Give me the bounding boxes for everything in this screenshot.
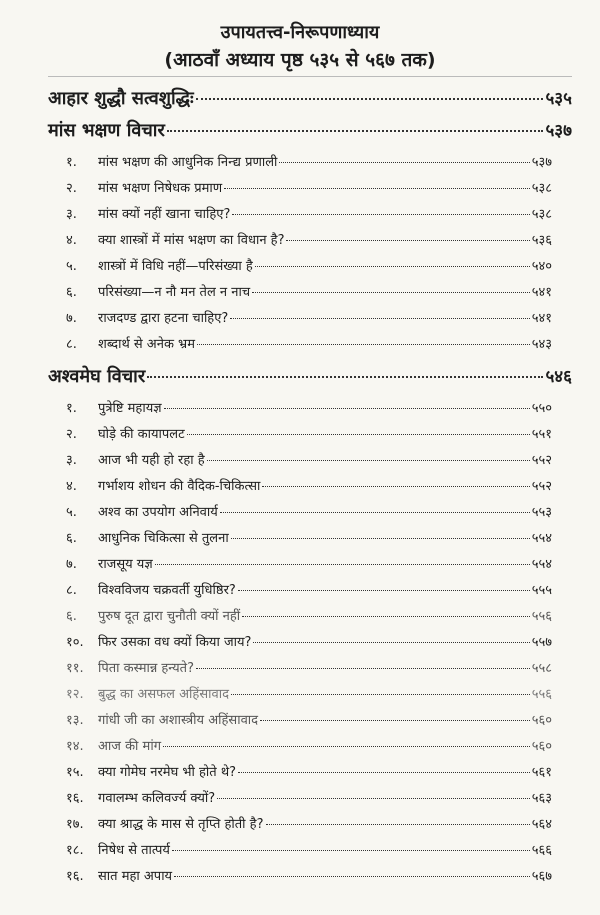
dot-leader bbox=[220, 512, 530, 513]
item-page: ५३७ bbox=[531, 155, 552, 170]
item-number: १७. bbox=[66, 817, 84, 832]
item-label: बुद्ध का असफल अहिंसावाद bbox=[98, 687, 229, 702]
item-label: मांस क्यों नहीं खाना चाहिए? bbox=[98, 207, 231, 222]
dot-leader bbox=[253, 642, 529, 643]
item-label: पिता कस्मान्न हन्यते? bbox=[98, 661, 194, 676]
toc-item[interactable] bbox=[66, 476, 552, 494]
item-label: क्या शास्त्रों में मांस भक्षण का विधान है? bbox=[98, 233, 285, 248]
item-page: ५४३ bbox=[531, 337, 552, 352]
item-page: ५५२ bbox=[531, 479, 552, 494]
item-page: ५६४ bbox=[531, 817, 552, 832]
toc-item[interactable] bbox=[66, 282, 552, 300]
dot-leader bbox=[172, 850, 530, 851]
item-number: १३. bbox=[66, 713, 84, 728]
item-page: ५६६ bbox=[531, 843, 552, 858]
item-page: ५६० bbox=[531, 713, 552, 728]
item-number: ७. bbox=[66, 311, 77, 326]
item-page: ५६३ bbox=[531, 791, 552, 806]
item-label: आज की मांग bbox=[98, 739, 162, 754]
section-title: मांस भक्षण विचार bbox=[48, 120, 165, 141]
dot-leader bbox=[197, 344, 530, 345]
item-number: १. bbox=[66, 401, 77, 416]
item-page: ५५६ bbox=[531, 609, 552, 624]
item-label: पुत्रेष्टि महायज्ञ bbox=[98, 401, 162, 416]
item-number: ३. bbox=[66, 453, 77, 468]
item-number: १०. bbox=[66, 635, 84, 650]
dot-leader bbox=[155, 564, 530, 565]
item-page: ५३८ bbox=[531, 181, 552, 196]
toc-item[interactable] bbox=[66, 762, 552, 780]
item-number: १२. bbox=[66, 687, 84, 702]
item-page: ५६० bbox=[531, 739, 552, 754]
item-label: मांस भक्षण की आधुनिक निन्द्य प्रणाली bbox=[98, 155, 278, 170]
item-label: सात महा अपाय bbox=[98, 869, 173, 884]
item-page: ५५३ bbox=[531, 505, 552, 520]
toc-item[interactable] bbox=[66, 334, 552, 352]
item-label: क्या श्राद्ध के मास से तृप्ति होती है? bbox=[98, 817, 264, 832]
toc-item[interactable] bbox=[66, 580, 552, 598]
toc-item[interactable] bbox=[66, 814, 552, 832]
dot-leader bbox=[163, 746, 530, 747]
dot-leader bbox=[231, 538, 530, 539]
item-page: ५३६ bbox=[531, 233, 552, 248]
toc-item[interactable] bbox=[66, 632, 552, 650]
toc-section[interactable] bbox=[48, 86, 572, 110]
dot-leader bbox=[224, 188, 530, 189]
item-page: ५४० bbox=[531, 259, 552, 274]
dot-leader bbox=[232, 214, 529, 215]
toc-item[interactable] bbox=[66, 658, 552, 676]
item-page: ५५५ bbox=[531, 583, 552, 598]
dot-leader bbox=[279, 162, 529, 163]
dot-leader bbox=[217, 798, 530, 799]
item-label: राजसूय यज्ञ bbox=[98, 557, 153, 572]
dot-leader bbox=[230, 318, 529, 319]
item-number: ८. bbox=[66, 337, 77, 352]
chapter-title: उपायतत्त्व-निरूपणाध्याय bbox=[220, 22, 380, 43]
toc-item[interactable] bbox=[66, 424, 552, 442]
item-number: २. bbox=[66, 427, 77, 442]
item-page: ५५४ bbox=[531, 531, 552, 546]
item-page: ५४१ bbox=[531, 285, 552, 300]
dot-leader bbox=[196, 668, 530, 669]
dot-leader bbox=[231, 694, 530, 695]
toc-section[interactable] bbox=[48, 364, 572, 388]
dot-leader bbox=[266, 824, 530, 825]
item-page: ५५६ bbox=[531, 687, 552, 702]
item-label: राजदण्ड द्वारा हटना चाहिए? bbox=[98, 311, 229, 326]
toc-section[interactable] bbox=[48, 118, 572, 142]
item-number: ३. bbox=[66, 207, 77, 222]
item-number: ८. bbox=[66, 583, 77, 598]
item-page: ५५० bbox=[531, 401, 552, 416]
item-page: ५५२ bbox=[531, 453, 552, 468]
item-number: ६. bbox=[66, 531, 77, 546]
item-page: ५४१ bbox=[531, 311, 552, 326]
dot-leader bbox=[260, 720, 530, 721]
toc-item[interactable] bbox=[66, 450, 552, 468]
item-page: ५३८ bbox=[531, 207, 552, 222]
toc-item[interactable] bbox=[66, 684, 552, 702]
dot-leader bbox=[147, 376, 543, 378]
dot-leader bbox=[164, 408, 530, 409]
section-page: ५४६ bbox=[545, 367, 572, 387]
item-label: अश्व का उपयोग अनिवार्य bbox=[98, 505, 218, 520]
item-number: ५. bbox=[66, 505, 77, 520]
toc-item[interactable] bbox=[66, 710, 552, 728]
dot-leader bbox=[174, 876, 530, 877]
item-number: ६. bbox=[66, 285, 77, 300]
item-label: शब्दार्थ से अनेक भ्रम bbox=[98, 337, 195, 352]
item-number: ५. bbox=[66, 259, 77, 274]
toc-item[interactable] bbox=[66, 152, 552, 170]
item-label: गवालम्भ कलिवर्ज्य क्यों? bbox=[98, 791, 216, 806]
toc-item[interactable] bbox=[66, 502, 552, 520]
item-number: ६. bbox=[66, 609, 77, 624]
item-label: फिर उसका वध क्यों किया जाय? bbox=[98, 635, 252, 650]
item-page: ५६७ bbox=[531, 869, 552, 884]
toc-item[interactable] bbox=[66, 398, 552, 416]
item-number: १६. bbox=[66, 791, 84, 806]
item-label: परिसंख्या—न नौ मन तेल न नाच bbox=[98, 285, 251, 300]
toc-item[interactable] bbox=[66, 606, 552, 624]
item-label: मांस भक्षण निषेधक प्रमाण bbox=[98, 181, 223, 196]
toc-item[interactable] bbox=[66, 866, 552, 884]
toc-item[interactable] bbox=[66, 554, 552, 572]
toc-item[interactable] bbox=[66, 840, 552, 858]
toc-item[interactable] bbox=[66, 736, 552, 754]
toc-item[interactable] bbox=[66, 256, 552, 274]
item-label: घोड़े की कायापलट bbox=[98, 427, 185, 442]
dot-leader bbox=[255, 266, 530, 267]
dot-leader bbox=[196, 98, 544, 100]
toc-item[interactable] bbox=[66, 528, 552, 546]
toc-item[interactable] bbox=[66, 178, 552, 196]
item-page: ५५१ bbox=[531, 427, 552, 442]
item-page: ५५८ bbox=[531, 661, 552, 676]
toc-item[interactable] bbox=[66, 204, 552, 222]
divider bbox=[48, 76, 572, 77]
item-label: पुरुष दूत द्वारा चुनौती क्यों नहीं bbox=[98, 609, 241, 624]
chapter-subtitle: (आठवाँ अध्याय पृष्ठ ५३५ से ५६७ तक) bbox=[164, 49, 436, 71]
item-label: क्या गोमेघ नरमेघ भी होते थे? bbox=[98, 765, 237, 780]
dot-leader bbox=[238, 772, 530, 773]
item-label: आधुनिक चिकित्सा से तुलना bbox=[98, 531, 229, 546]
toc-item[interactable] bbox=[66, 230, 552, 248]
section-page: ५३७ bbox=[545, 121, 572, 141]
item-number: १६. bbox=[66, 869, 84, 884]
item-number: १५. bbox=[66, 765, 84, 780]
item-number: १. bbox=[66, 155, 77, 170]
dot-leader bbox=[262, 486, 529, 487]
dot-leader bbox=[167, 130, 544, 132]
item-page: ५५४ bbox=[531, 557, 552, 572]
item-number: १८. bbox=[66, 843, 84, 858]
section-page: ५३५ bbox=[545, 89, 572, 109]
item-number: ११. bbox=[66, 661, 84, 676]
dot-leader bbox=[207, 460, 530, 461]
item-label: विश्वविजय चक्रवर्ती युधिष्ठिर? bbox=[98, 583, 236, 598]
toc-item[interactable] bbox=[66, 788, 552, 806]
item-number: १४. bbox=[66, 739, 84, 754]
item-label: निषेध से तात्पर्य bbox=[98, 843, 170, 858]
section-title: अश्वमेघ विचार bbox=[48, 366, 146, 387]
item-label: गांधी जी का अशास्त्रीय अहिंसावाद bbox=[98, 713, 259, 728]
item-number: ७. bbox=[66, 557, 77, 572]
item-number: ४. bbox=[66, 233, 77, 248]
item-page: ५५७ bbox=[531, 635, 552, 650]
item-label: शास्त्रों में विधि नहीं—परिसंख्या है bbox=[98, 259, 253, 274]
item-number: २. bbox=[66, 181, 77, 196]
dot-leader bbox=[252, 292, 530, 293]
dot-leader bbox=[242, 616, 530, 617]
dot-leader bbox=[238, 590, 530, 591]
item-number: ४. bbox=[66, 479, 77, 494]
item-label: गर्भाशय शोधन की वैदिक-चिकित्सा bbox=[98, 479, 261, 494]
dot-leader bbox=[286, 240, 529, 241]
dot-leader bbox=[187, 434, 530, 435]
toc-item[interactable] bbox=[66, 308, 552, 326]
section-title: आहार शुद्धौ सत्वशुद्धिः bbox=[48, 88, 194, 109]
item-label: आज भी यही हो रहा है bbox=[98, 453, 205, 468]
item-page: ५६१ bbox=[531, 765, 552, 780]
